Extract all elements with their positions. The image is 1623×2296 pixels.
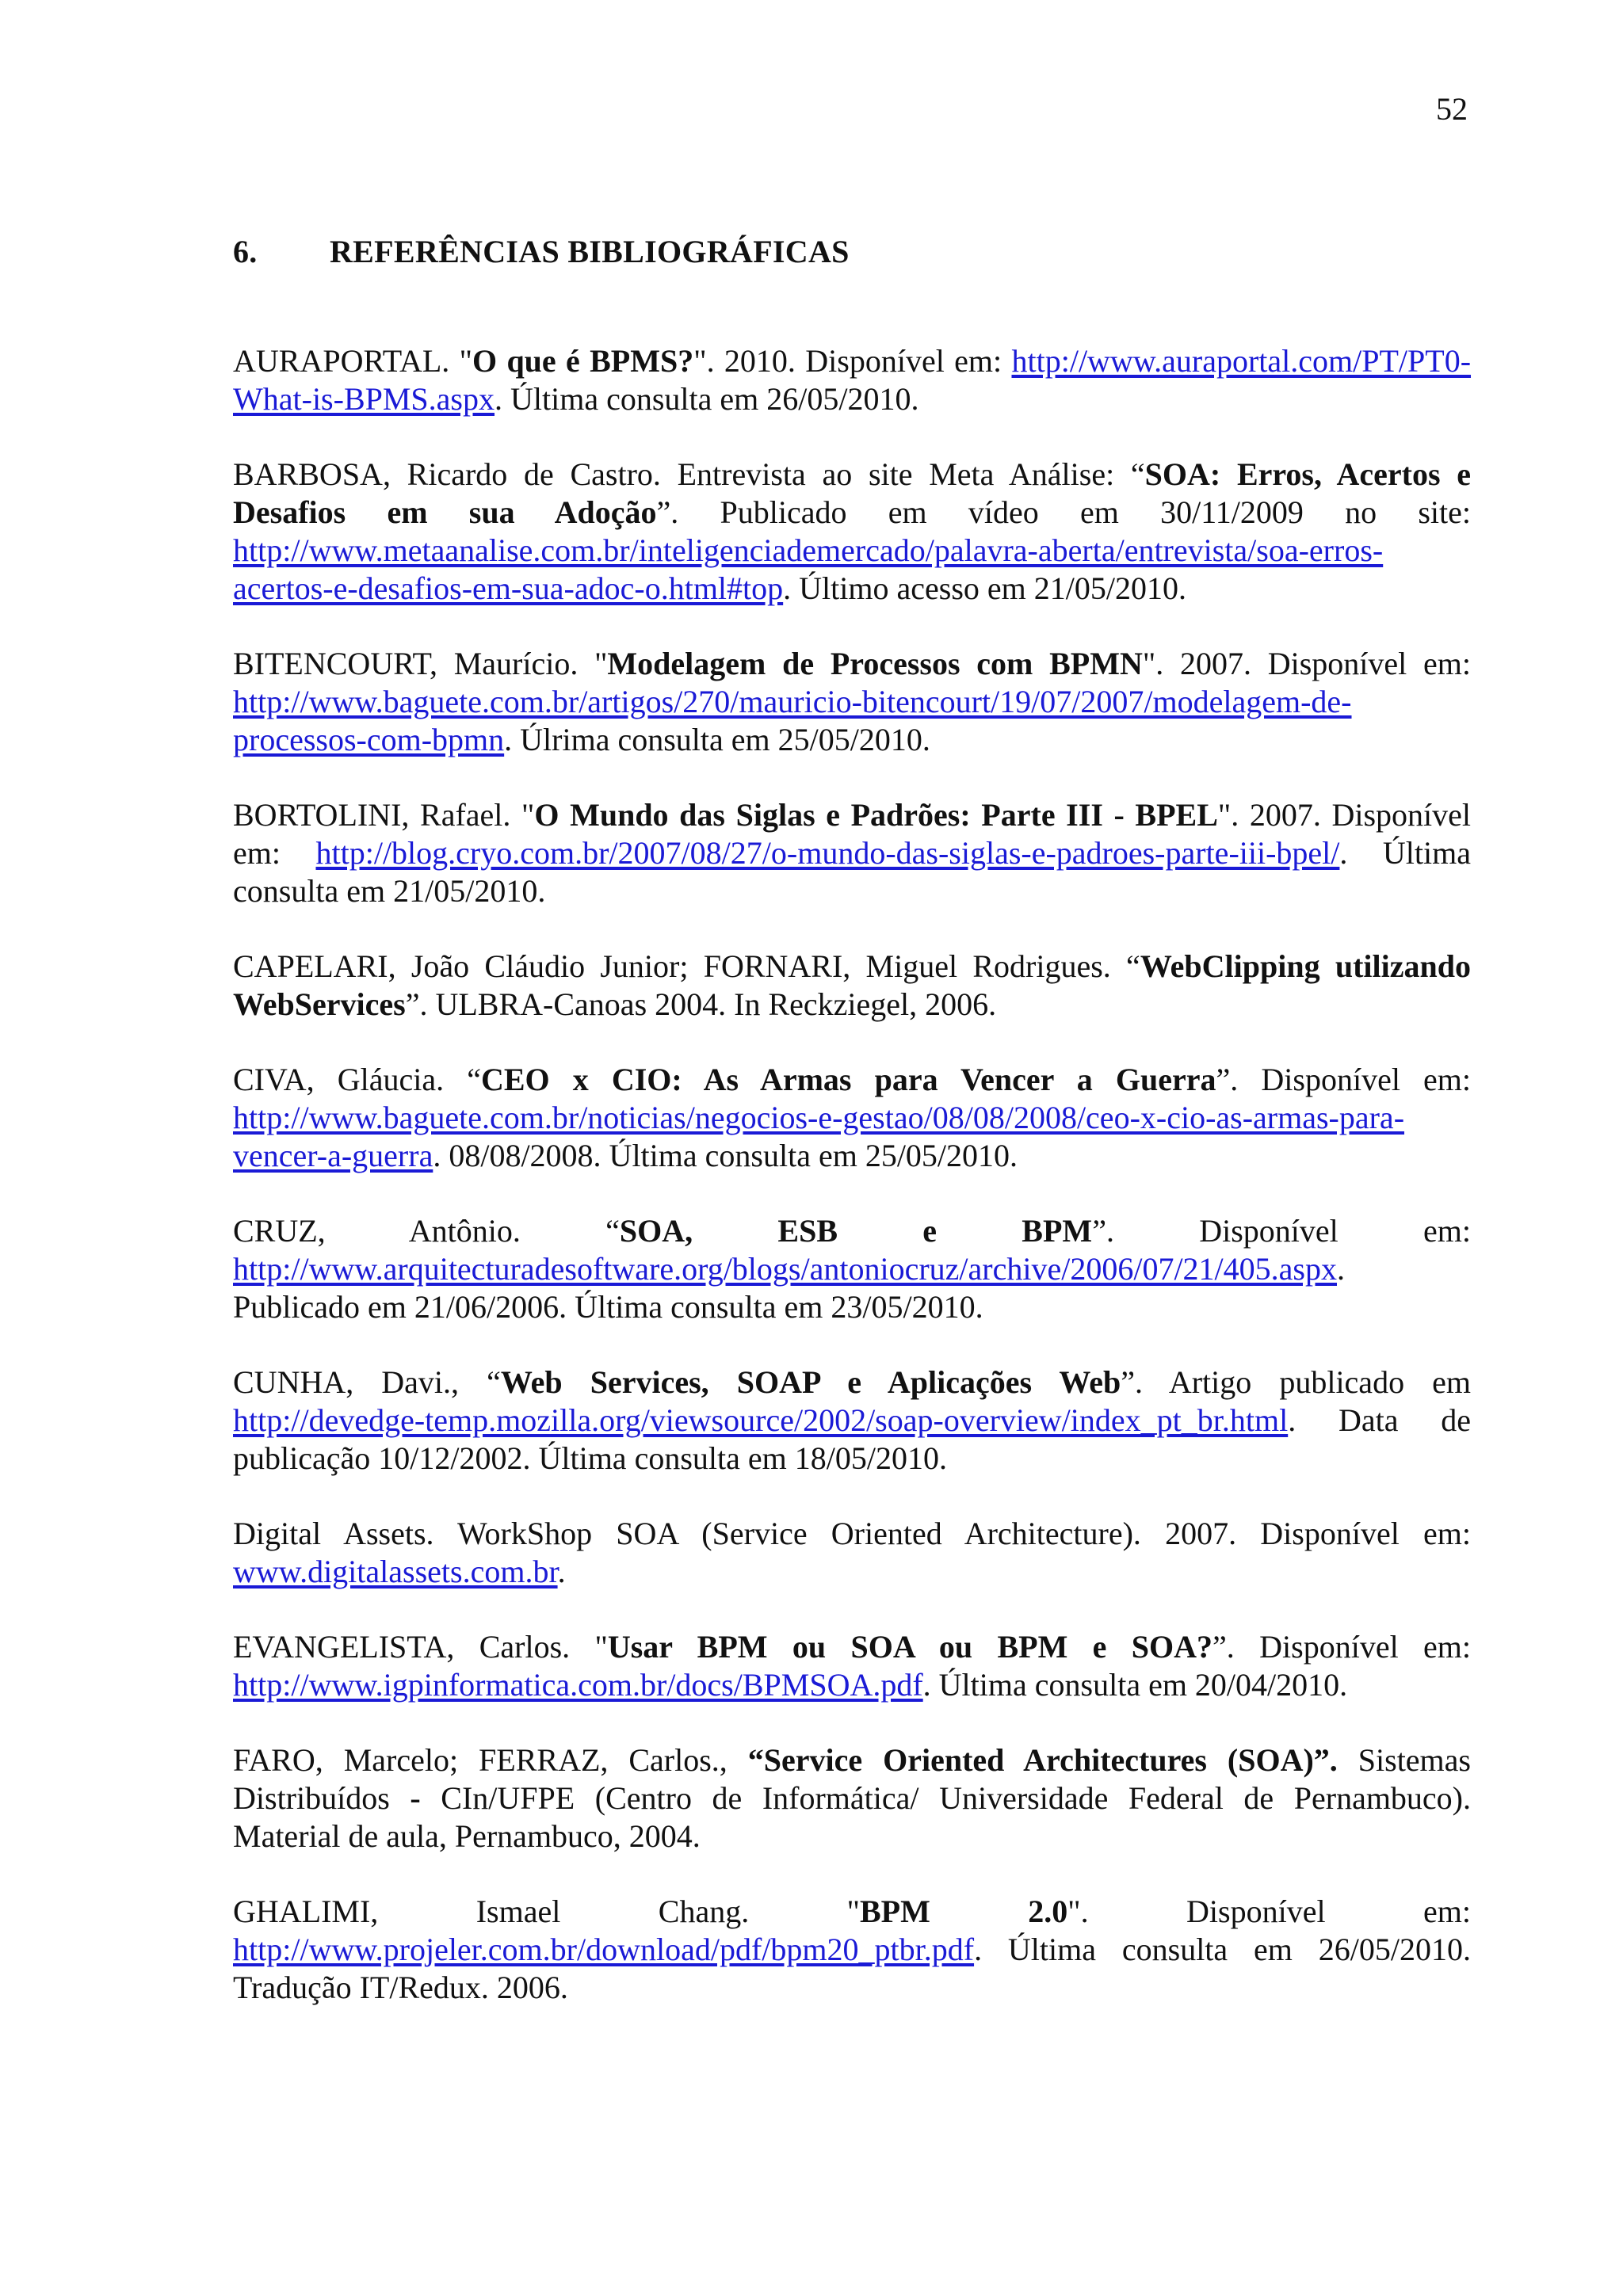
reference-text: GHALIMI, Ismael Chang. " [233, 1894, 860, 1929]
reference-link[interactable]: http://www.baguete.com.br/artigos/270/mauricio-bitencourt/19/07/2007/modelagem-de-processos-com-bpmn [233, 684, 1352, 757]
section-number: 6. [233, 234, 258, 269]
reference-text: BARBOSA, Ricardo de Castro. Entrevista ao site Meta Análise: “ [233, 456, 1145, 492]
reference-title: SOA: Erros, Acertos e Desafios em sua Adoção [233, 456, 1471, 530]
reference-text: CRUZ, Antônio. “ [233, 1213, 620, 1249]
reference-entry [233, 645, 1471, 759]
reference-text: BITENCOURT, Maurício. " [233, 646, 608, 681]
reference-text: FARO, Marcelo; FERRAZ, Carlos., [233, 1742, 748, 1778]
reference-title: CEO x CIO: As Armas para Vencer a Guerra [480, 1062, 1216, 1097]
reference-entry [233, 1363, 1471, 1478]
reference-text: . Última consulta em 21/05/2010. [233, 835, 1471, 909]
reference-text: . Última consulta em 26/05/2010. [495, 381, 919, 417]
page-number: 52 [1436, 91, 1468, 127]
reference-text: Digital Assets. WorkShop SOA (Service Oriented Architecture). 2007. Disponível em: [233, 1516, 1471, 1551]
reference-text: ”. Artigo publicado em [1121, 1364, 1471, 1400]
reference-entry [233, 1515, 1471, 1591]
reference-entry [233, 1628, 1471, 1704]
section-heading [233, 233, 850, 270]
reference-text: ”. Disponível em: [1212, 1629, 1472, 1665]
reference-text: . Data de publicação 10/12/2002. Última consulta em 18/05/2010. [233, 1402, 1471, 1476]
reference-text: ”. Disponível em: [1092, 1213, 1472, 1249]
reference-list [233, 342, 1471, 2044]
reference-text: EVANGELISTA, Carlos. " [233, 1629, 608, 1665]
reference-link[interactable]: http://www.metaanalise.com.br/inteligenciademercado/palavra-aberta/entrevista/soa-erros-acertos-e-desafios-em-sua-adoc-o.html#top [233, 532, 1384, 606]
reference-entry [233, 1893, 1471, 2007]
reference-title: BPM 2.0 [859, 1894, 1068, 1929]
reference-text: . Última consulta em 20/04/2010. [922, 1667, 1348, 1703]
reference-text: ”. ULBRA-Canoas 2004. In Reckziegel, 2006. [405, 986, 997, 1022]
reference-text: CAPELARI, João Cláudio Junior; FORNARI, Miguel Rodrigues. “ [233, 948, 1140, 984]
reference-link[interactable]: www.digitalassets.com.br [233, 1554, 558, 1589]
reference-title: Modelagem de Processos com BPMN [607, 646, 1143, 681]
reference-text: ". 2007. Disponível em: [1142, 646, 1471, 681]
reference-title: “Service Oriented Architectures (SOA)”. [747, 1742, 1338, 1778]
reference-text: . Última consulta em 26/05/2010. Tradução IT/Redux. 2006. [233, 1932, 1471, 2005]
reference-text: . Publicado em 21/06/2006. Última consulta em 23/05/2010. [233, 1251, 1345, 1325]
reference-entry [233, 1061, 1471, 1175]
reference-entry [233, 456, 1471, 608]
reference-link[interactable]: http://www.igpinformatica.com.br/docs/BPMSOA.pdf [233, 1667, 923, 1703]
reference-title: Web Services, SOAP e Aplicações Web [500, 1364, 1121, 1400]
reference-text: ". 2007. Disponível em: [233, 797, 1472, 871]
reference-link[interactable]: http://www.projeler.com.br/download/pdf/bpm20_ptbr.pdf [233, 1932, 975, 1967]
reference-title: WebClipping utilizando WebServices [233, 948, 1471, 1022]
reference-title: SOA, ESB e BPM [619, 1213, 1093, 1249]
reference-link[interactable]: http://blog.cryo.com.br/2007/08/27/o-mundo-das-siglas-e-padroes-parte-iii-bpel/ [315, 835, 1340, 871]
reference-text: AURAPORTAL. " [233, 343, 472, 379]
reference-entry [233, 948, 1471, 1024]
reference-entry [233, 1741, 1471, 1855]
reference-title: O Mundo das Siglas e Padrões: Parte III - BPEL [534, 797, 1218, 833]
reference-text: ”. Publicado em vídeo em 30/11/2009 no site: [656, 494, 1471, 530]
section-title: REFERÊNCIAS BIBLIOGRÁFICAS [330, 234, 850, 269]
reference-text: ". Disponível em: [1067, 1894, 1471, 1929]
reference-text: BORTOLINI, Rafael. " [233, 797, 535, 833]
reference-text: ". 2010. Disponível em: [693, 343, 1012, 379]
reference-link[interactable]: http://www.baguete.com.br/noticias/negocios-e-gestao/08/08/2008/ceo-x-cio-as-armas-para-vencer-a-guerra [233, 1100, 1405, 1173]
reference-entry [233, 342, 1471, 418]
reference-text: ”. Disponível em: [1216, 1062, 1472, 1097]
reference-title: O que é BPMS? [472, 343, 694, 379]
reference-text: CUNHA, Davi., “ [233, 1364, 501, 1400]
reference-text: . Úlrima consulta em 25/05/2010. [504, 722, 930, 757]
reference-text: Sistemas Distribuídos [233, 1742, 1471, 1816]
reference-text: . 08/08/2008. Última consulta em 25/05/2010. [433, 1138, 1018, 1173]
reference-link[interactable]: http://www.auraportal.com/PT/PT0-What-is-BPMS.aspx [233, 343, 1472, 417]
reference-title: Usar BPM ou SOA ou BPM e SOA? [607, 1629, 1213, 1665]
reference-text: . [557, 1554, 566, 1589]
reference-entry [233, 796, 1471, 910]
reference-link[interactable]: http://devedge-temp.mozilla.org/viewsource/2002/soap-overview/index_pt_br.html [233, 1402, 1289, 1438]
reference-link[interactable]: http://www.arquitecturadesoftware.org/blogs/antoniocruz/archive/2006/07/21/405.aspx [233, 1251, 1337, 1287]
reference-entry [233, 1212, 1471, 1326]
reference-text: . Último acesso em 21/05/2010. [783, 570, 1186, 606]
reference-text: CIVA, Gláucia. “ [233, 1062, 481, 1097]
reference-title: - [410, 1780, 421, 1816]
reference-text: CIn/UFPE (Centro de Informática/ Universidade Federal de Pernambuco). Material de aula, Pernambuco, 2004. [233, 1780, 1472, 1854]
